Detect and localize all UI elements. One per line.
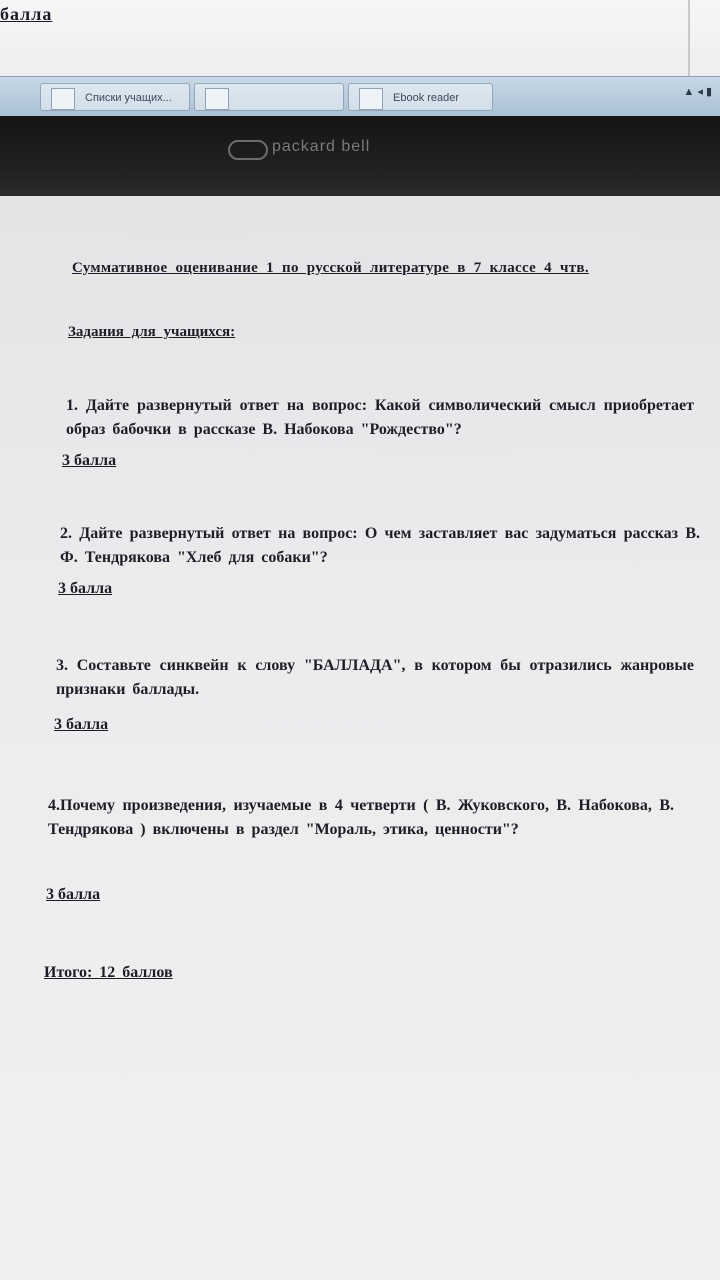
taskbar-item-label: Списки учащих... [85, 92, 172, 104]
tray-arrow-icon[interactable]: ▲ ◂ ▮ [683, 86, 712, 98]
taskbar-item-blank[interactable] [194, 83, 344, 111]
taskbar-item-ebook-reader[interactable] [348, 83, 493, 111]
total-score: Итого: 12 баллов [44, 964, 173, 981]
taskbar [0, 76, 720, 117]
system-tray[interactable] [683, 85, 712, 98]
task-2: 2. Дайте развернутый ответ на вопрос: О чем заставляет вас задуматься рассказ В. Ф. Тендрякова "Хлеб для собаки"? [60, 525, 700, 566]
task-1-score: 3 балла [62, 452, 117, 469]
task-3: 3. Составьте синквейн к слову "БАЛЛАДА", в котором бы отразились жанровые признаки баллады. [56, 657, 694, 698]
document-icon [51, 88, 75, 110]
book-icon [359, 88, 383, 110]
monitor-screen [0, 0, 720, 80]
task-4-score: 3 балла [46, 886, 101, 903]
document-title: Суммативное оценивание 1 по русской литературе в 7 классе 4 чтв. [72, 260, 589, 276]
brand-name: packard bell [272, 138, 371, 155]
task-3-score: 3 балла [54, 716, 109, 733]
section-heading: Задания для учащихся: [68, 324, 236, 340]
cutoff-score-text: балла [0, 4, 53, 24]
brand-logo-icon [228, 140, 268, 160]
task-2-score: 3 балла [58, 580, 113, 597]
paper-document [0, 196, 720, 1280]
taskbar-item-students-list[interactable] [40, 83, 190, 111]
task-1: 1. Дайте развернутый ответ на вопрос: Какой символический смысл приобретает образ бабочки в рассказе В. Набокова "Рождество"? [66, 397, 694, 438]
task-4: 4.Почему произведения, изучаемые в 4 четверти ( В. Жуковского, В. Набокова, В. Тендрякова ) включены в раздел "Мораль, этика, ценности"? [48, 797, 674, 838]
taskbar-item-label: Ebook reader [393, 92, 460, 104]
monitor-bezel [0, 116, 720, 196]
window-edge [688, 0, 690, 80]
document-icon [205, 88, 229, 110]
